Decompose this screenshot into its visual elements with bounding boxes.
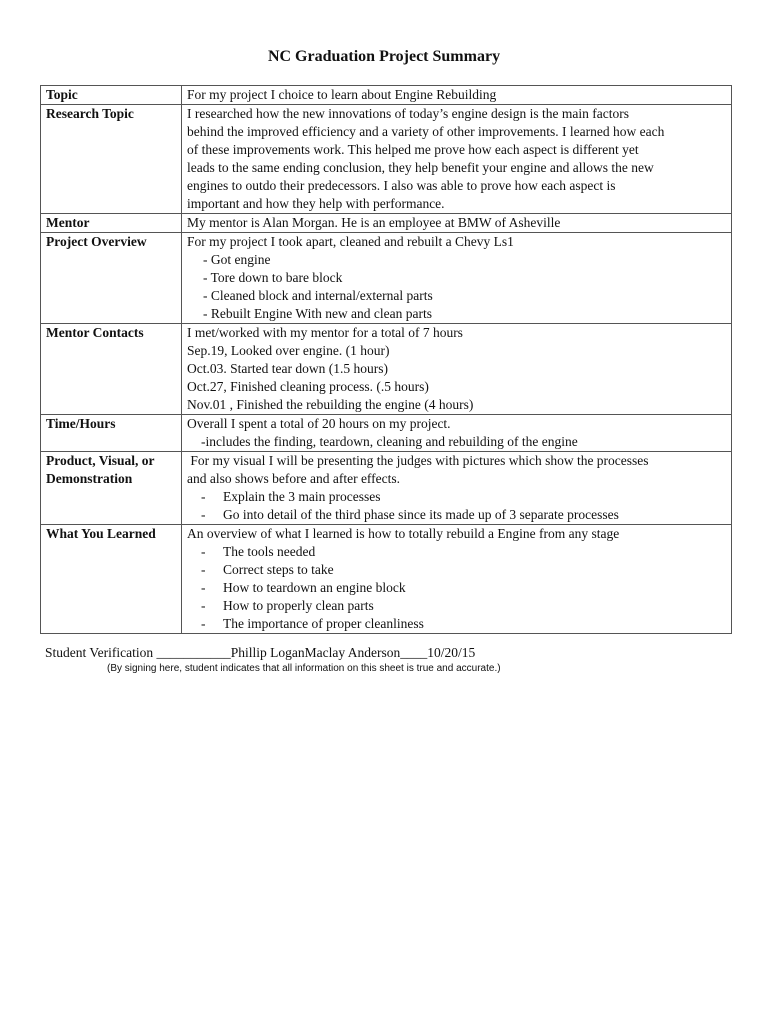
row-label: Research Topic	[41, 105, 182, 214]
text-line: For my project I choice to learn about Engine Rebuilding	[187, 87, 497, 102]
list-item: - Got engine	[203, 252, 271, 267]
row-content	[182, 415, 732, 452]
list-item-text: Go into detail of the third phase since its made up of 3 separate processes	[223, 507, 619, 522]
dash-bullet: -	[201, 544, 206, 559]
row-label: Product, Visual, or Demonstration	[41, 452, 182, 525]
dash-bullet: -	[201, 562, 206, 577]
table-row-research-topic	[41, 105, 732, 214]
list-item	[187, 488, 726, 506]
row-label: Mentor Contacts	[41, 324, 182, 415]
table-row-what-you-learned	[41, 525, 732, 634]
text-line: For my visual I will be presenting the judges with pictures which show the processes	[187, 453, 649, 468]
row-content	[182, 525, 732, 634]
row-content	[182, 105, 732, 214]
list-item	[187, 561, 726, 579]
list-item-text: The tools needed	[223, 544, 316, 559]
verification-note: (By signing here, student indicates that all information on this sheet is true and accurate.)	[107, 663, 501, 674]
list-item-text: How to teardown an engine block	[223, 580, 406, 595]
text-line: Sep.19, Looked over engine. (1 hour)	[187, 343, 390, 358]
text-line: I researched how the new innovations of today’s engine design is the main factors	[187, 106, 629, 121]
table-row-product-visual	[41, 452, 732, 525]
dash-bullet: -	[201, 616, 206, 631]
text-line: Oct.03. Started tear down (1.5 hours)	[187, 361, 388, 376]
text-line: Oct.27, Finished cleaning process. (.5 hours)	[187, 379, 429, 394]
text-line: Overall I spent a total of 20 hours on my project.	[187, 416, 451, 431]
text-line: For my project I took apart, cleaned and rebuilt a Chevy Ls1	[187, 234, 514, 249]
text-line: Nov.01 , Finished the rebuilding the engine (4 hours)	[187, 397, 474, 412]
text-line: -includes the finding, teardown, cleaning and rebuilding of the engine	[201, 434, 578, 449]
text-line: and also shows before and after effects.	[187, 471, 401, 486]
row-label: Topic	[41, 86, 182, 105]
dash-bullet: -	[201, 580, 206, 595]
row-content	[182, 86, 732, 105]
list-item	[187, 543, 726, 561]
text-line: of these improvements work. This helped me prove how each aspect is different yet	[187, 142, 639, 157]
dash-bullet: -	[201, 598, 206, 613]
text-line: leads to the same ending conclusion, they help benefit your engine and allows the new	[187, 160, 654, 175]
list-item-text: How to properly clean parts	[223, 598, 374, 613]
text-line: My mentor is Alan Morgan. He is an employee at BMW of Asheville	[187, 215, 561, 230]
table-row-project-overview	[41, 233, 732, 324]
dash-bullet: -	[201, 507, 206, 522]
row-content	[182, 324, 732, 415]
table-row-mentor-contacts	[41, 324, 732, 415]
list-item	[187, 597, 726, 615]
list-item: - Rebuilt Engine With new and clean parts	[203, 306, 433, 321]
summary-table	[40, 85, 732, 634]
list-item	[187, 506, 726, 524]
student-verification: Student Verification ___________Phillip LoganMaclay Anderson____10/20/15	[45, 645, 476, 660]
table-row-mentor	[41, 214, 732, 233]
list-item	[187, 579, 726, 597]
row-content	[182, 233, 732, 324]
row-label: Mentor	[41, 214, 182, 233]
list-item-text: Explain the 3 main processes	[223, 489, 381, 504]
row-label: Project Overview	[41, 233, 182, 324]
text-line: engines to outdo their predecessors. I also was able to prove how each aspect is	[187, 178, 616, 193]
text-line: important and how they help with performance.	[187, 196, 445, 211]
row-content	[182, 214, 732, 233]
list-item	[187, 615, 726, 633]
text-line: An overview of what I learned is how to totally rebuild a Engine from any stage	[187, 526, 620, 541]
text-line: I met/worked with my mentor for a total of 7 hours	[187, 325, 463, 340]
table-row-topic	[41, 86, 732, 105]
page-title: NC Graduation Project Summary	[267, 48, 501, 65]
dash-bullet: -	[201, 489, 206, 504]
row-content	[182, 452, 732, 525]
row-label: What You Learned	[41, 525, 182, 634]
list-item: - Cleaned block and internal/external parts	[203, 288, 433, 303]
list-item-text: The importance of proper cleanliness	[223, 616, 424, 631]
list-item-text: Correct steps to take	[223, 562, 334, 577]
table-row-time-hours	[41, 415, 732, 452]
list-item: - Tore down to bare block	[203, 270, 343, 285]
row-label: Time/Hours	[41, 415, 182, 452]
text-line: behind the improved efficiency and a variety of other improvements. I learned how each	[187, 124, 665, 139]
